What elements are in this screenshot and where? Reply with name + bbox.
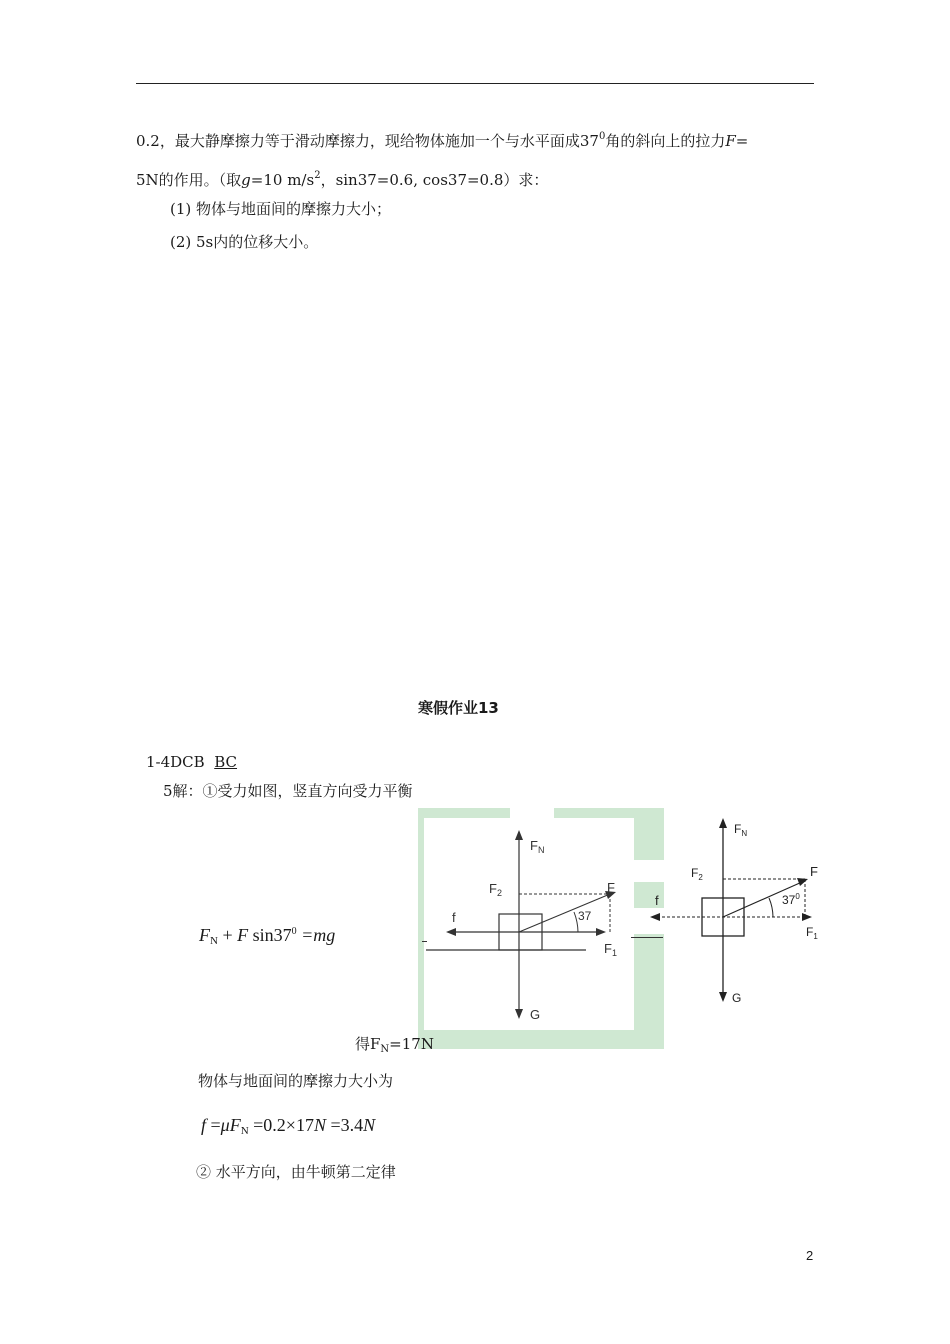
tick-left bbox=[422, 941, 427, 942]
arrow-F1 bbox=[802, 913, 812, 921]
question-2: (2) 5s内的位移大小。 bbox=[170, 233, 319, 251]
frame-notch bbox=[510, 808, 554, 818]
result-prefix: 得F bbox=[355, 1035, 381, 1053]
equation-1 bbox=[199, 925, 335, 947]
result-sub-N: N bbox=[380, 1044, 390, 1055]
problem-line-1 bbox=[136, 127, 748, 151]
exponent: 2 bbox=[314, 170, 321, 181]
eq2-result: =3.4 bbox=[330, 1115, 364, 1135]
question-1: (1) 物体与地面间的摩擦力大小； bbox=[170, 200, 392, 218]
label-angle: 37 bbox=[578, 909, 592, 923]
label-F1: $F_1$ bbox=[806, 925, 818, 941]
degree-mark: 0 bbox=[598, 131, 606, 142]
force-diagram-right bbox=[645, 812, 830, 1012]
problem-line-2-text-b: =10 m/s bbox=[250, 171, 315, 189]
friction-text: 物体与地面间的摩擦力大小为 bbox=[198, 1072, 394, 1090]
arrow-FN bbox=[719, 818, 727, 828]
force-diagram-left bbox=[418, 808, 664, 1049]
label-F2: $F_2$ bbox=[691, 866, 703, 882]
eq1-sin: sin37 bbox=[252, 925, 292, 945]
equation-2 bbox=[201, 1115, 375, 1137]
arrow-G bbox=[719, 992, 727, 1002]
problem-line-2-text-c: ，sin37=0.6, cos37=0.8）求： bbox=[320, 171, 549, 189]
var-F: F bbox=[725, 132, 736, 150]
equals-sign: = bbox=[735, 132, 749, 150]
angle-arc bbox=[769, 898, 773, 917]
label-FN: $F_N$ bbox=[734, 822, 748, 838]
mc-answers-underlined: BC bbox=[214, 753, 238, 771]
eq1-sub-N: N bbox=[210, 935, 218, 947]
var-g: g bbox=[241, 171, 251, 189]
label-f: f bbox=[452, 910, 456, 925]
label-F2: $F_2$ bbox=[489, 881, 502, 898]
label-G: G bbox=[732, 991, 742, 1005]
eq2-mu: μF bbox=[220, 1115, 241, 1135]
problem-line-1-text: 0.2，最大静摩擦力等于滑动摩擦力，现给物体施加一个与水平面成37 bbox=[136, 132, 599, 150]
label-F1: $F_1$ bbox=[604, 941, 617, 958]
eq1-F2: F bbox=[237, 925, 249, 945]
mc-answers-prefix: 1-4DCB bbox=[146, 753, 205, 771]
eq1-degree: 0 bbox=[291, 926, 297, 937]
header-rule bbox=[136, 83, 814, 84]
eq2-equals: = bbox=[210, 1115, 221, 1135]
eq1-F: F bbox=[199, 925, 210, 945]
page-number: 2 bbox=[806, 1248, 814, 1263]
eq2-sub-N: N bbox=[240, 1125, 249, 1137]
eq2-product: =0.2×17 bbox=[253, 1115, 314, 1135]
result-FN bbox=[355, 1034, 434, 1060]
label-F: F bbox=[607, 880, 615, 895]
answer-title: 寒假作业13 bbox=[418, 699, 499, 717]
solution-step-2: ② 水平方向，由牛顿第二定律 bbox=[196, 1163, 396, 1181]
label-FN: $F_N$ bbox=[530, 838, 545, 855]
problem-line-2 bbox=[136, 166, 548, 190]
problem-line-1-text-b: 角的斜向上的拉力 bbox=[605, 132, 726, 150]
eq2-unit-N2: N bbox=[363, 1115, 376, 1135]
label-angle: $37^0$ bbox=[782, 892, 800, 907]
result-suffix: =17N bbox=[389, 1035, 434, 1053]
label-F: F bbox=[810, 864, 818, 879]
solution-step-1: 5解：①受力如图，竖直方向受力平衡 bbox=[163, 782, 413, 800]
label-G: G bbox=[530, 1007, 541, 1022]
problem-line-2-text: 5N的作用。（取 bbox=[136, 171, 242, 189]
arrow-f bbox=[650, 913, 660, 921]
eq1-plus: + bbox=[222, 925, 233, 945]
eq2-unit-N: N bbox=[313, 1115, 326, 1135]
eq2-f: f bbox=[201, 1115, 207, 1135]
mc-answers bbox=[146, 752, 237, 772]
label-f: f bbox=[655, 893, 659, 908]
eq1-rhs: =mg bbox=[301, 925, 336, 945]
